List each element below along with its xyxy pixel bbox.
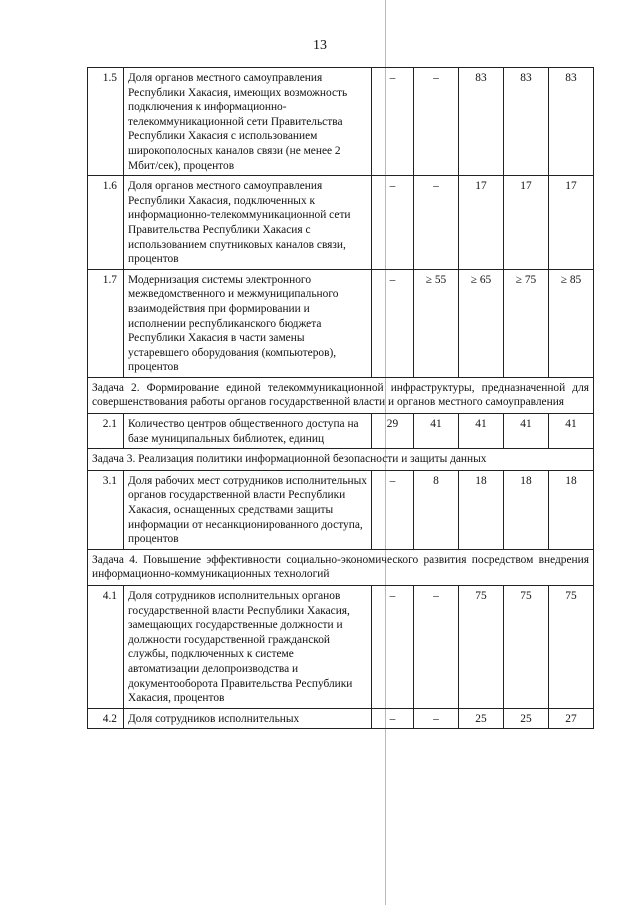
- indicator-value: 41: [414, 414, 459, 449]
- indicator-row: [88, 708, 594, 729]
- indicator-value: 25: [504, 708, 549, 729]
- indicator-name: Модернизация системы электронного межведомственного и межмуниципального взаимодействия при формировании и исполнении республиканского бюджета Республики Хакасия в части замены устаревшего оборудования (компьютеров), процентов: [124, 269, 372, 377]
- indicator-value: –: [414, 708, 459, 729]
- indicator-row: [88, 470, 594, 549]
- indicator-number: 2.1: [88, 414, 124, 449]
- indicator-row: [88, 586, 594, 709]
- indicator-value: –: [372, 68, 414, 176]
- indicator-value: –: [414, 176, 459, 270]
- indicator-value: 27: [549, 708, 594, 729]
- indicator-name: Доля органов местного самоуправления Республики Хакасия, имеющих возможность подключения к информационно-телекоммуникационной сети Правительства Республики Хакасия с использованием широкополосных каналов связи (не менее 2 Мбит/сек), процентов: [124, 68, 372, 176]
- indicator-number: 1.5: [88, 68, 124, 176]
- indicator-name: Доля органов местного самоуправления Республики Хакасия, подключенных к информационно-телекоммуникационной сети Правительства Республики Хакасия с использованием спутниковых каналов связи, процентов: [124, 176, 372, 270]
- indicator-value: 25: [459, 708, 504, 729]
- table-body: [88, 68, 594, 729]
- task-row: [88, 377, 594, 413]
- indicator-value: –: [372, 269, 414, 377]
- indicator-value: 29: [372, 414, 414, 449]
- indicator-value: ≥ 65: [459, 269, 504, 377]
- indicator-value: 75: [459, 586, 504, 709]
- indicator-number: 3.1: [88, 470, 124, 549]
- indicator-value: 18: [549, 470, 594, 549]
- task-cell: [88, 449, 594, 471]
- task-row: [88, 549, 594, 585]
- indicator-value: –: [372, 586, 414, 709]
- indicator-value: ≥ 55: [414, 269, 459, 377]
- indicator-value: 17: [459, 176, 504, 270]
- indicator-number: 1.6: [88, 176, 124, 270]
- indicator-value: –: [372, 470, 414, 549]
- indicator-value: –: [372, 708, 414, 729]
- task-text: Задача 2. Формирование единой телекоммуникационной инфраструктуры, предназначенной для совершенствования работы органов государственной власти и органов местного самоуправления: [92, 381, 589, 409]
- indicator-value: 8: [414, 470, 459, 549]
- indicator-value: 17: [549, 176, 594, 270]
- indicator-row: [88, 68, 594, 176]
- page-bottom-margin: [0, 850, 640, 905]
- indicator-value: 17: [504, 176, 549, 270]
- task-row: [88, 449, 594, 471]
- indicator-row: [88, 414, 594, 449]
- indicator-number: 4.1: [88, 586, 124, 709]
- task-cell: [88, 549, 594, 585]
- indicator-value: 41: [504, 414, 549, 449]
- indicator-name: Доля сотрудников исполнительных: [124, 708, 372, 729]
- indicator-value: 83: [459, 68, 504, 176]
- indicator-value: 75: [549, 586, 594, 709]
- indicator-value: 75: [504, 586, 549, 709]
- indicator-number: 4.2: [88, 708, 124, 729]
- indicator-value: –: [414, 68, 459, 176]
- indicator-value: 18: [504, 470, 549, 549]
- indicator-value: –: [372, 176, 414, 270]
- task-cell: [88, 377, 594, 413]
- indicator-name: Количество центров общественного доступа на базе муниципальных библиотек, единиц: [124, 414, 372, 449]
- indicators-table: [87, 67, 594, 729]
- indicator-row: [88, 176, 594, 270]
- page-number: 13: [313, 38, 327, 53]
- indicator-value: 41: [549, 414, 594, 449]
- indicator-name: Доля сотрудников исполнительных органов государственной власти Республики Хакасия, замещающих государственные должности и должности государственной гражданской службы, подключенных к системе автоматизации делопроизводства и документооборота Правительства Республики Хакасия, процентов: [124, 586, 372, 709]
- indicator-row: [88, 269, 594, 377]
- indicator-value: 41: [459, 414, 504, 449]
- indicator-value: ≥ 75: [504, 269, 549, 377]
- indicator-value: 83: [549, 68, 594, 176]
- task-text: Задача 3. Реализация политики информационной безопасности и защиты данных: [92, 453, 487, 466]
- indicator-name: Доля рабочих мест сотрудников исполнительных органов государственной власти Республики Хакасия, оснащенных средствами защиты информации от несанкционированного доступа, процентов: [124, 470, 372, 549]
- indicator-value: –: [414, 586, 459, 709]
- indicator-value: 83: [504, 68, 549, 176]
- indicator-number: 1.7: [88, 269, 124, 377]
- indicator-value: 18: [459, 470, 504, 549]
- indicator-value: ≥ 85: [549, 269, 594, 377]
- task-text: Задача 4. Повышение эффективности социально-экономического развития посредством внедрения информационно-коммуникационных технологий: [92, 553, 589, 581]
